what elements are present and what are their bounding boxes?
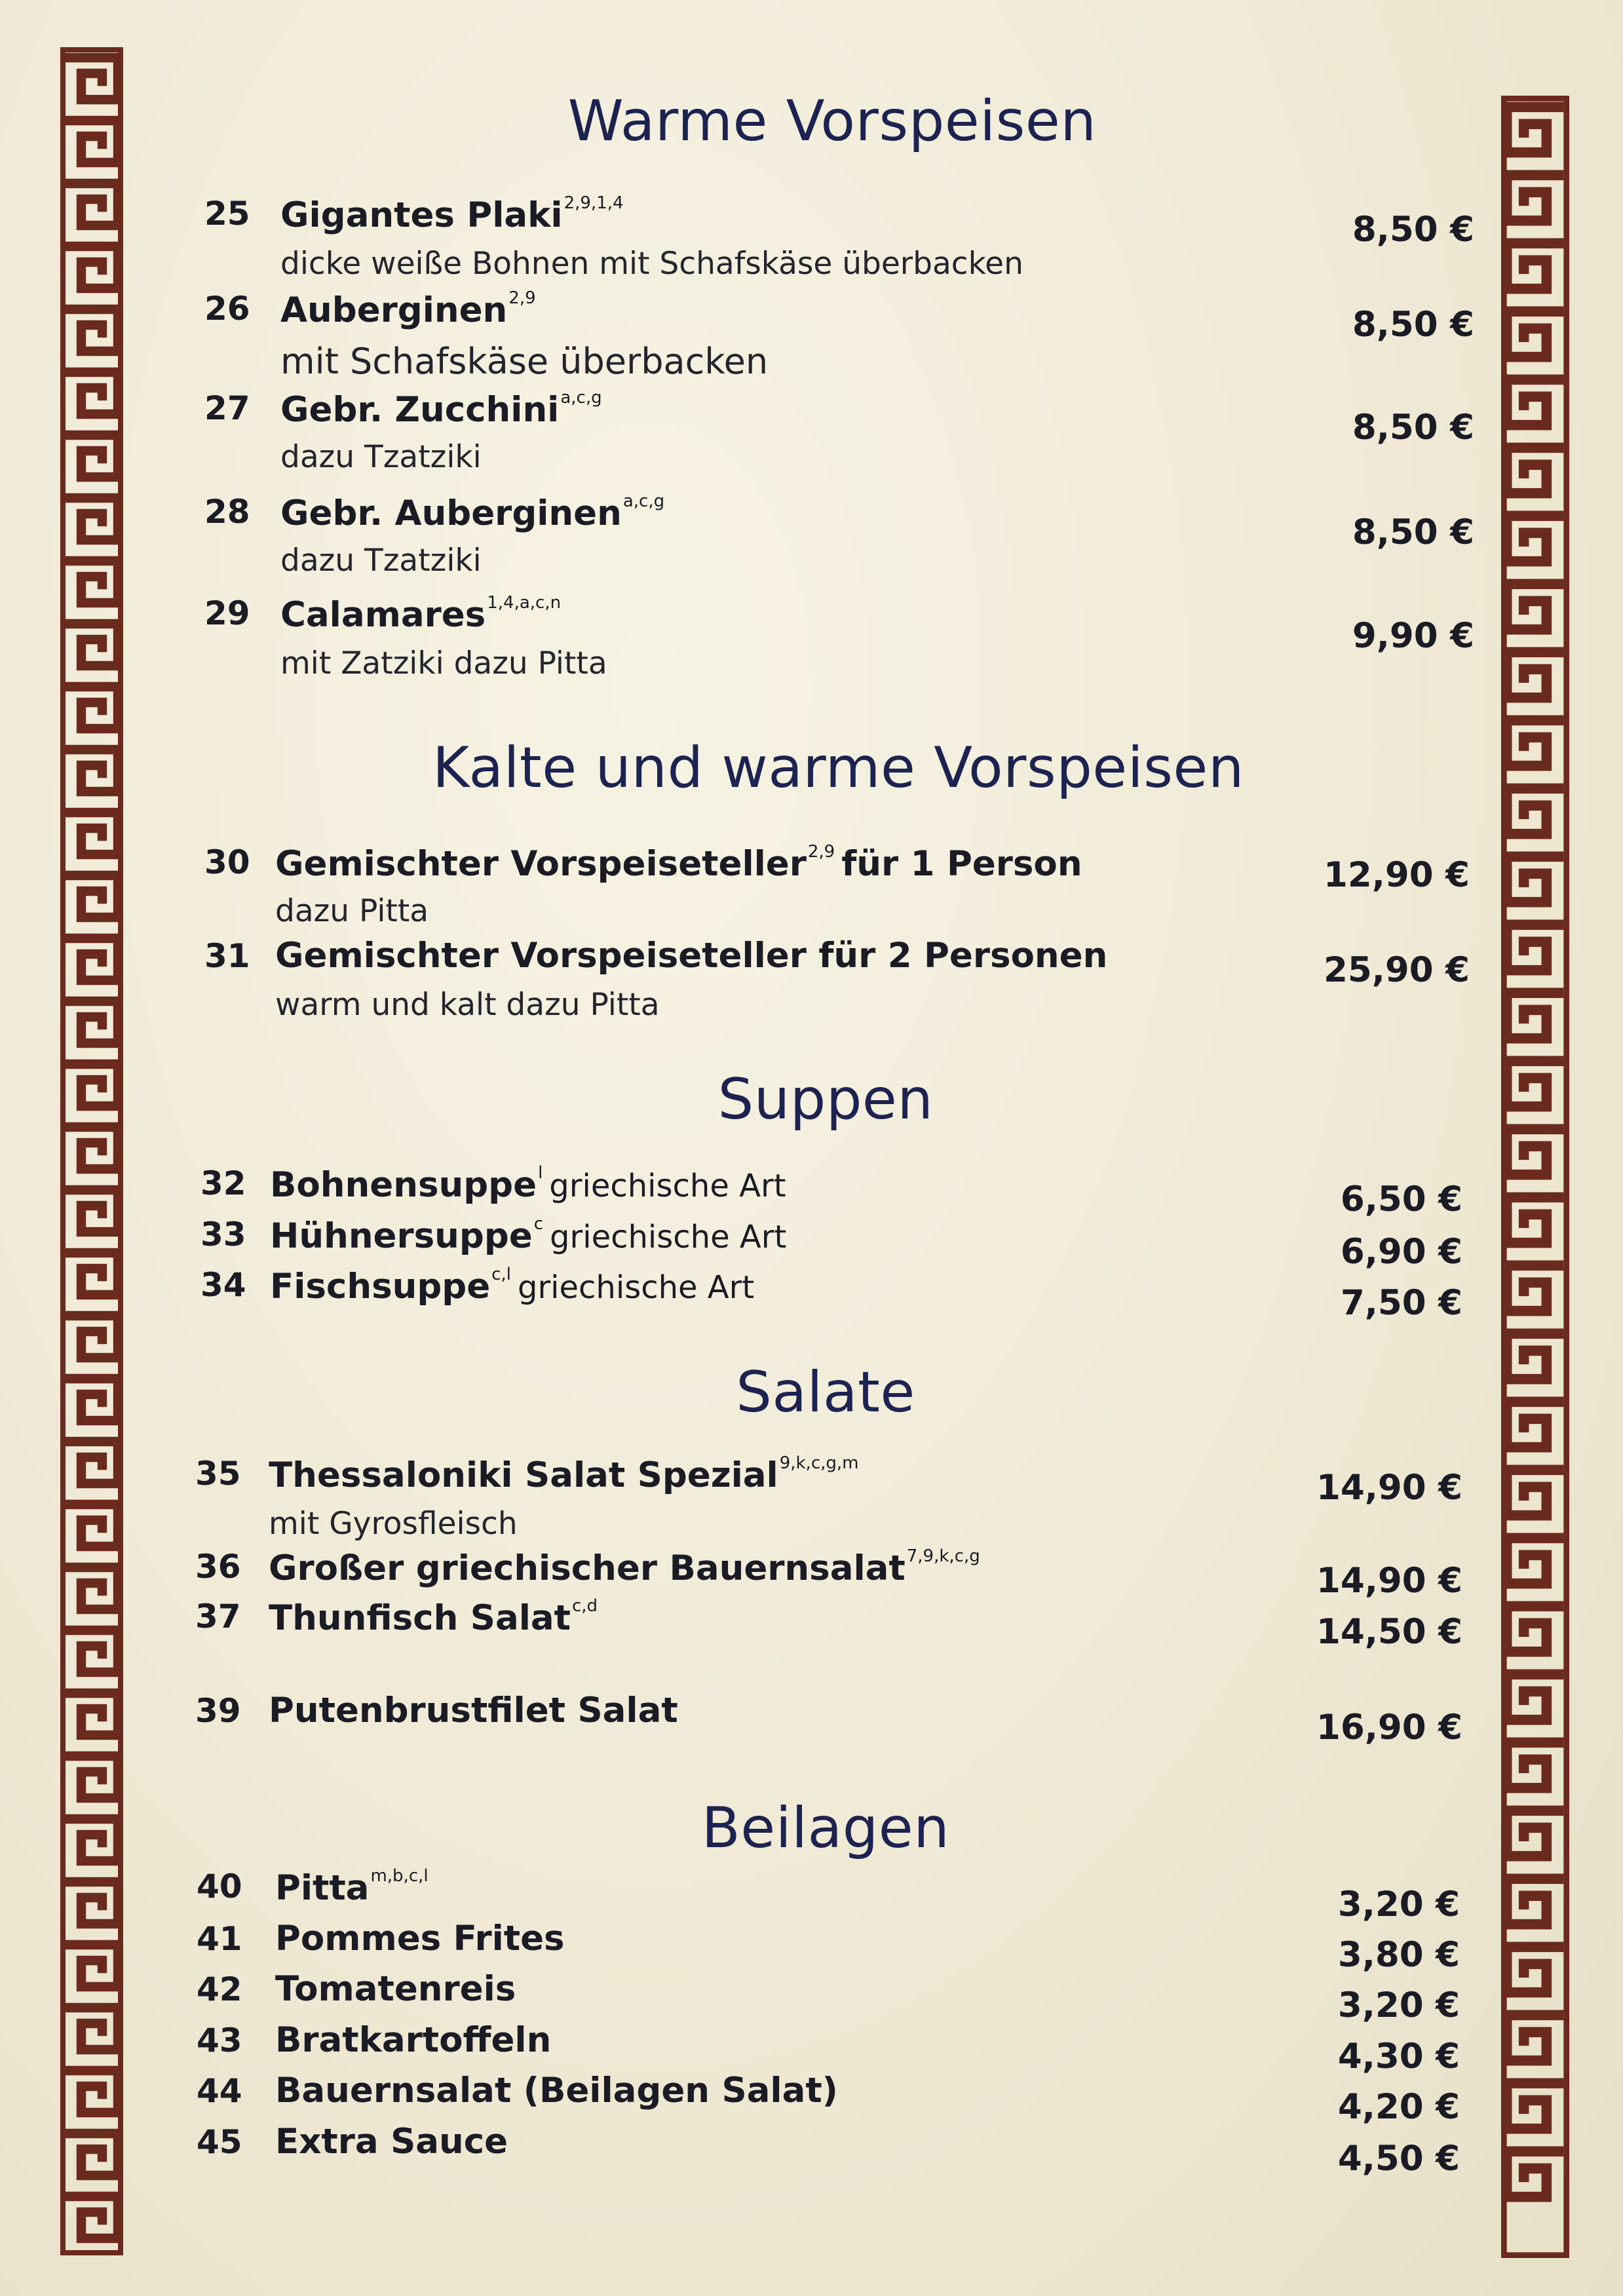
item-price: 7,50 €	[1340, 1283, 1462, 1323]
item-name	[269, 1453, 858, 1495]
item-name	[275, 842, 1082, 884]
item-price: 12,90 €	[1324, 855, 1470, 895]
item-allergens: m,b,c,l	[370, 1866, 429, 1886]
item-allergens: 9,k,c,g,m	[779, 1453, 859, 1473]
item-name-text: Gebr. Auberginen	[280, 493, 622, 533]
item-number: 35	[195, 1455, 241, 1493]
item-description: mit Schafskäse überbacken	[280, 341, 769, 382]
item-name	[269, 1546, 980, 1588]
item-price: 8,50 €	[1352, 210, 1474, 250]
item-allergens: 2,9	[807, 842, 835, 862]
item-price: 8,50 €	[1352, 512, 1474, 552]
item-number: 31	[204, 937, 250, 975]
item-number: 40	[197, 1867, 242, 1905]
item-name	[269, 1596, 598, 1638]
item-description: warm und kalt dazu Pitta	[275, 987, 660, 1023]
item-number: 45	[197, 2123, 242, 2161]
item-name	[280, 388, 602, 430]
item-allergens: a,c,g	[560, 388, 602, 408]
section-title-beilagen: Beilagen	[701, 1795, 950, 1861]
item-description: dicke weiße Bohnen mit Schafskäse überbacken	[280, 246, 1023, 282]
item-price: 8,50 €	[1352, 408, 1474, 448]
item-name	[275, 2071, 838, 2111]
item-name-text: Auberginen	[280, 290, 508, 330]
item-allergens: 1,4,a,c,n	[487, 593, 562, 613]
item-name-text: Bohnensuppe	[270, 1165, 537, 1205]
item-number: 36	[195, 1548, 241, 1586]
item-name-text: Fischsuppe	[270, 1267, 491, 1307]
item-number: 29	[204, 594, 250, 632]
item-name	[280, 593, 561, 635]
item-name	[270, 1265, 754, 1307]
item-price: 6,90 €	[1340, 1232, 1462, 1272]
item-description: dazu Tzatziki	[280, 543, 482, 579]
item-name	[270, 1214, 786, 1256]
item-number: 44	[197, 2072, 242, 2110]
item-name-text: Pommes Frites	[275, 1919, 565, 1959]
item-allergens: 2,9,1,4	[563, 193, 624, 213]
section-title-salate: Salate	[736, 1360, 915, 1425]
item-name	[275, 2122, 508, 2162]
item-name	[269, 1691, 678, 1731]
section-title-suppen: Suppen	[717, 1067, 934, 1132]
item-number: 30	[204, 843, 250, 881]
item-allergens: c,l	[491, 1265, 511, 1284]
item-allergens: c	[533, 1214, 544, 1234]
item-name-text: Großer griechischer Bauernsalat	[269, 1548, 906, 1588]
item-allergens: a,c,g	[622, 491, 665, 511]
item-price: 4,50 €	[1337, 2139, 1460, 2179]
item-name-text: Tomatenreis	[275, 1969, 516, 2009]
item-number: 41	[197, 1920, 242, 1958]
item-number: 27	[204, 389, 250, 427]
item-price: 6,50 €	[1340, 1179, 1462, 1219]
item-description: mit Gyrosfleisch	[269, 1506, 518, 1542]
item-number: 42	[197, 1970, 242, 2008]
item-name-text: Gigantes Plaki	[280, 195, 563, 235]
item-name	[275, 2020, 551, 2060]
item-name	[280, 193, 624, 235]
item-price: 9,90 €	[1352, 616, 1474, 656]
item-description: mit Zatziki dazu Pitta	[280, 645, 607, 681]
item-number: 26	[204, 290, 250, 328]
item-allergens: 7,9,k,c,g	[906, 1546, 980, 1566]
item-name-suffix: für 1 Person	[841, 844, 1082, 884]
item-price: 4,30 €	[1337, 2037, 1460, 2076]
item-name-suffix: griechische Art	[549, 1168, 786, 1204]
item-allergens: l	[538, 1163, 543, 1183]
item-number: 34	[200, 1266, 246, 1304]
item-name-suffix: griechische Art	[550, 1219, 787, 1255]
item-name-text: Calamares	[280, 595, 486, 635]
item-name	[270, 1163, 786, 1205]
item-number: 37	[195, 1598, 241, 1636]
item-price: 14,90 €	[1316, 1468, 1462, 1508]
item-number: 32	[200, 1164, 246, 1202]
item-number: 43	[197, 2021, 242, 2059]
item-name-text: Gemischter Vorspeiseteller	[275, 844, 807, 884]
item-number: 25	[204, 195, 250, 233]
item-number: 39	[195, 1692, 241, 1730]
item-price: 14,90 €	[1316, 1561, 1462, 1601]
item-price: 16,90 €	[1316, 1708, 1462, 1748]
item-number: 33	[200, 1215, 246, 1253]
item-name	[275, 1866, 429, 1908]
item-name	[280, 491, 664, 533]
item-name-suffix: griechische Art	[517, 1269, 755, 1306]
section-title-kalte-warme-vorspeisen: Kalte und warme Vorspeisen	[432, 735, 1244, 801]
item-price: 14,50 €	[1316, 1612, 1462, 1652]
item-allergens: c,d	[571, 1596, 598, 1616]
item-price: 3,80 €	[1337, 1935, 1460, 1975]
item-name	[275, 936, 1107, 976]
item-number: 28	[204, 493, 250, 531]
item-description: dazu Pitta	[275, 893, 429, 929]
item-name-text: Gebr. Zucchini	[280, 390, 560, 430]
item-name-text: Pitta	[275, 1868, 370, 1908]
item-name	[275, 1919, 565, 1959]
item-name-text: Thunfisch Salat	[269, 1598, 571, 1638]
item-name-text: Putenbrustfilet Salat	[269, 1691, 678, 1731]
item-name-text: Thessaloniki Salat Spezial	[269, 1455, 778, 1495]
item-price: 25,90 €	[1324, 950, 1470, 990]
item-price: 3,20 €	[1337, 1885, 1460, 1924]
item-name-text: Gemischter Vorspeiseteller für 2 Personen	[275, 936, 1108, 976]
item-price: 8,50 €	[1352, 305, 1474, 345]
item-name	[275, 1969, 516, 2009]
item-name	[280, 288, 536, 330]
item-name-text: Bauernsalat (Beilagen Salat)	[275, 2071, 838, 2111]
item-price: 3,20 €	[1337, 1985, 1460, 2025]
section-title-warme-vorspeisen: Warme Vorspeisen	[567, 88, 1097, 154]
item-description: dazu Tzatziki	[280, 439, 482, 475]
item-name-text: Extra Sauce	[275, 2122, 508, 2162]
item-price: 4,20 €	[1337, 2087, 1460, 2127]
item-name-text: Hühnersuppe	[270, 1216, 533, 1256]
item-allergens: 2,9	[508, 288, 536, 308]
item-name-text: Bratkartoffeln	[275, 2020, 552, 2060]
